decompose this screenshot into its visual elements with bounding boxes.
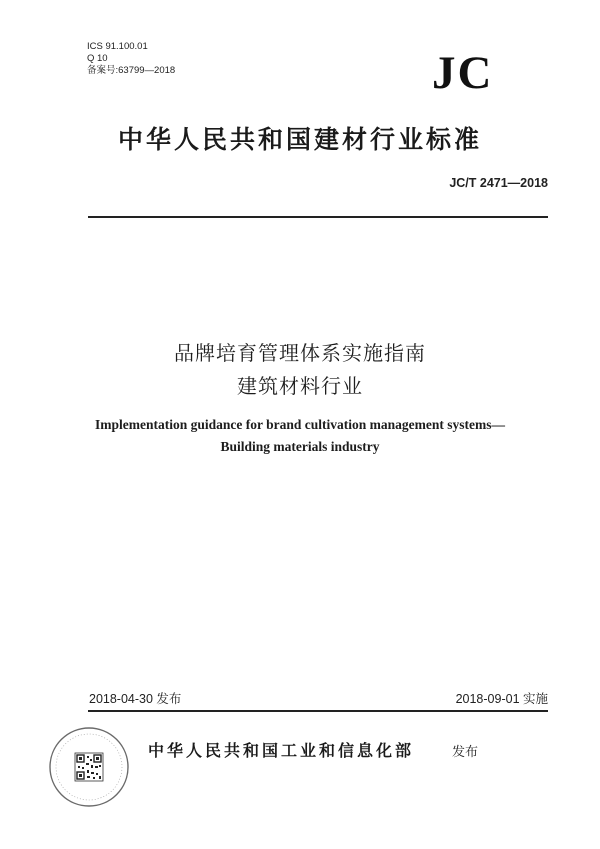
- bottom-rule: [88, 710, 548, 712]
- top-rule: [88, 216, 548, 218]
- ics-code: ICS 91.100.01: [87, 41, 148, 52]
- standard-number: JC/T 2471—2018: [449, 176, 548, 190]
- implementation-date: 2018-09-01 实施: [455, 692, 548, 706]
- issue-date: 2018-04-30 发布: [89, 692, 182, 706]
- english-title-line-2: Building materials industry: [220, 439, 380, 454]
- standard-title: 中华人民共和国建材行业标准: [117, 125, 482, 154]
- record-number: 备案号:63799—2018: [87, 65, 176, 76]
- publisher-name: 中华人民共和国工业和信息化部: [148, 741, 415, 760]
- chinese-title-line-2: 建筑材料行业: [237, 374, 363, 398]
- jc-logo: JC: [432, 47, 494, 99]
- qr-seal-icon: [47, 725, 131, 809]
- qr-seal-graphic: [47, 725, 131, 809]
- english-title-line-1: Implementation guidance for brand cultivation management systems—: [95, 417, 505, 432]
- publish-label: 发布: [452, 745, 479, 760]
- classification-code: Q 10: [87, 53, 108, 64]
- chinese-title-line-1: 品牌培育管理体系实施指南: [174, 341, 426, 365]
